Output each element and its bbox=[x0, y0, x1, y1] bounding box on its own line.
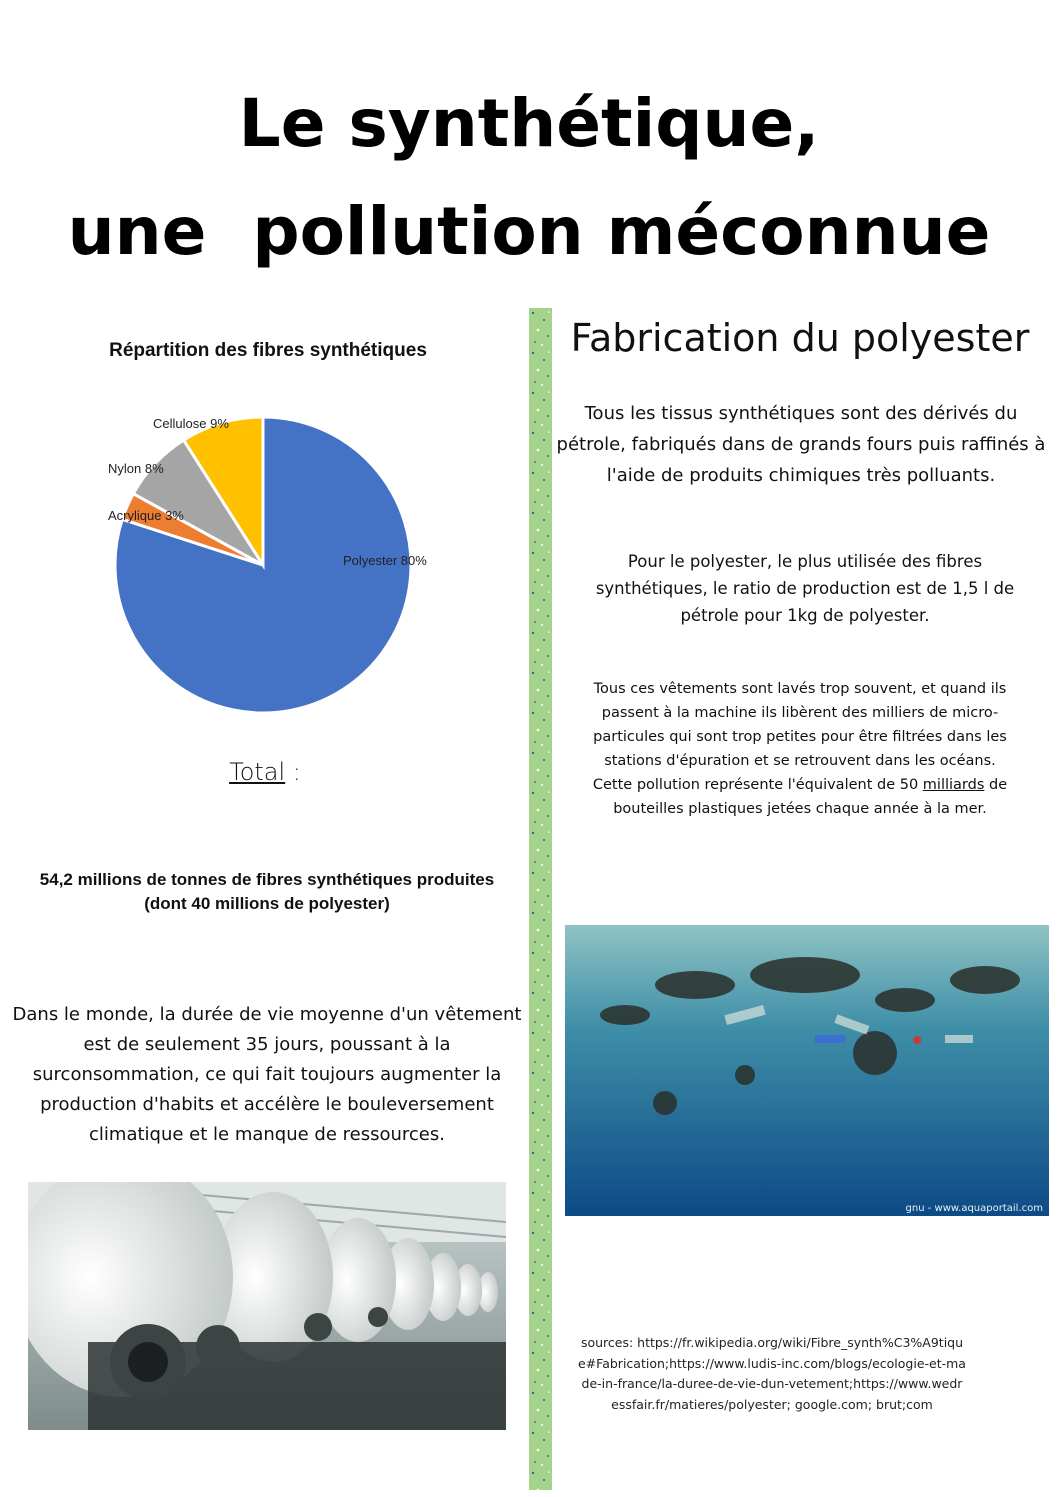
sources-text: sources: https://fr.wikipedia.org/wiki/Fibre_synth%C3%A9tique#Fabrication;https://www.ludis-inc.com/blogs/ecologie-et-made-in-france/la-duree-de-vie-dun-vetement;https://www.wedressfair.fr/matieres/polyester; google.com; brut;com bbox=[578, 1335, 966, 1412]
fabrication-paragraph-2: Pour le polyester, le plus utilisée des fibres synthétiques, le ratio de production est de 1,5 l de pétrole pour 1kg de polyester. bbox=[595, 552, 1015, 625]
title-line-2: une pollution méconnue bbox=[67, 193, 991, 270]
stat-line-1: 54,2 millions de tonnes de fibres synthétiques produites bbox=[39, 870, 495, 889]
textile-factory-photo bbox=[28, 1182, 506, 1430]
pie-label-acrylique: Acrylique 3% bbox=[108, 508, 184, 523]
chart-title: Répartition des fibres synthétiques bbox=[109, 340, 427, 361]
ocean-plastic-photo bbox=[565, 925, 1049, 1216]
pie-label-nylon: Nylon 8% bbox=[108, 461, 164, 476]
total-suffix: : bbox=[285, 758, 301, 786]
pie-label-cellulose: Cellulose 9% bbox=[153, 416, 229, 431]
lifespan-paragraph: Dans le monde, la durée de vie moyenne d'un vêtement est de seulement 35 jours, poussant à la surconsommation, ce qui fait toujours augmenter la production d'habits et accélère le bouleversement climatique et le manque de ressources. bbox=[12, 1004, 522, 1145]
total-heading bbox=[0, 758, 530, 786]
p3-underlined-word: milliards bbox=[922, 777, 985, 793]
page-title bbox=[0, 70, 1058, 286]
p3-text-before: Tous ces vêtements sont lavés trop souvent, et quand ils passent à la machine ils libèrent des milliers de micro-particules qui sont trop petites pour être filtrées dans les stations d'épuration et se retrouvent dans les océans. Cette pollution représente l'équivalent de 50 bbox=[592, 681, 1007, 793]
fabrication-paragraph-3 bbox=[590, 677, 1010, 821]
title-line-1: Le synthétique, bbox=[238, 85, 820, 162]
fabrication-title: Fabrication du polyester bbox=[570, 316, 1030, 360]
ocean-photo-caption: gnu - www.aquaportail.com bbox=[905, 1203, 1043, 1214]
stat-line-2: (dont 40 millions de polyester) bbox=[144, 894, 390, 913]
pie-chart bbox=[80, 400, 480, 730]
total-label: Total bbox=[229, 758, 286, 786]
fabrication-paragraph-1: Tous les tissus synthétiques sont des dérivés du pétrole, fabriqués dans de grands fours puis raffinés à l'aide de produits chimiques très polluants. bbox=[556, 403, 1046, 486]
p3-text-after: de bouteilles plastiques jetées chaque année à la mer. bbox=[613, 777, 1008, 817]
production-stat bbox=[0, 868, 534, 916]
pie-label-polyester: Polyester 80% bbox=[343, 553, 427, 568]
